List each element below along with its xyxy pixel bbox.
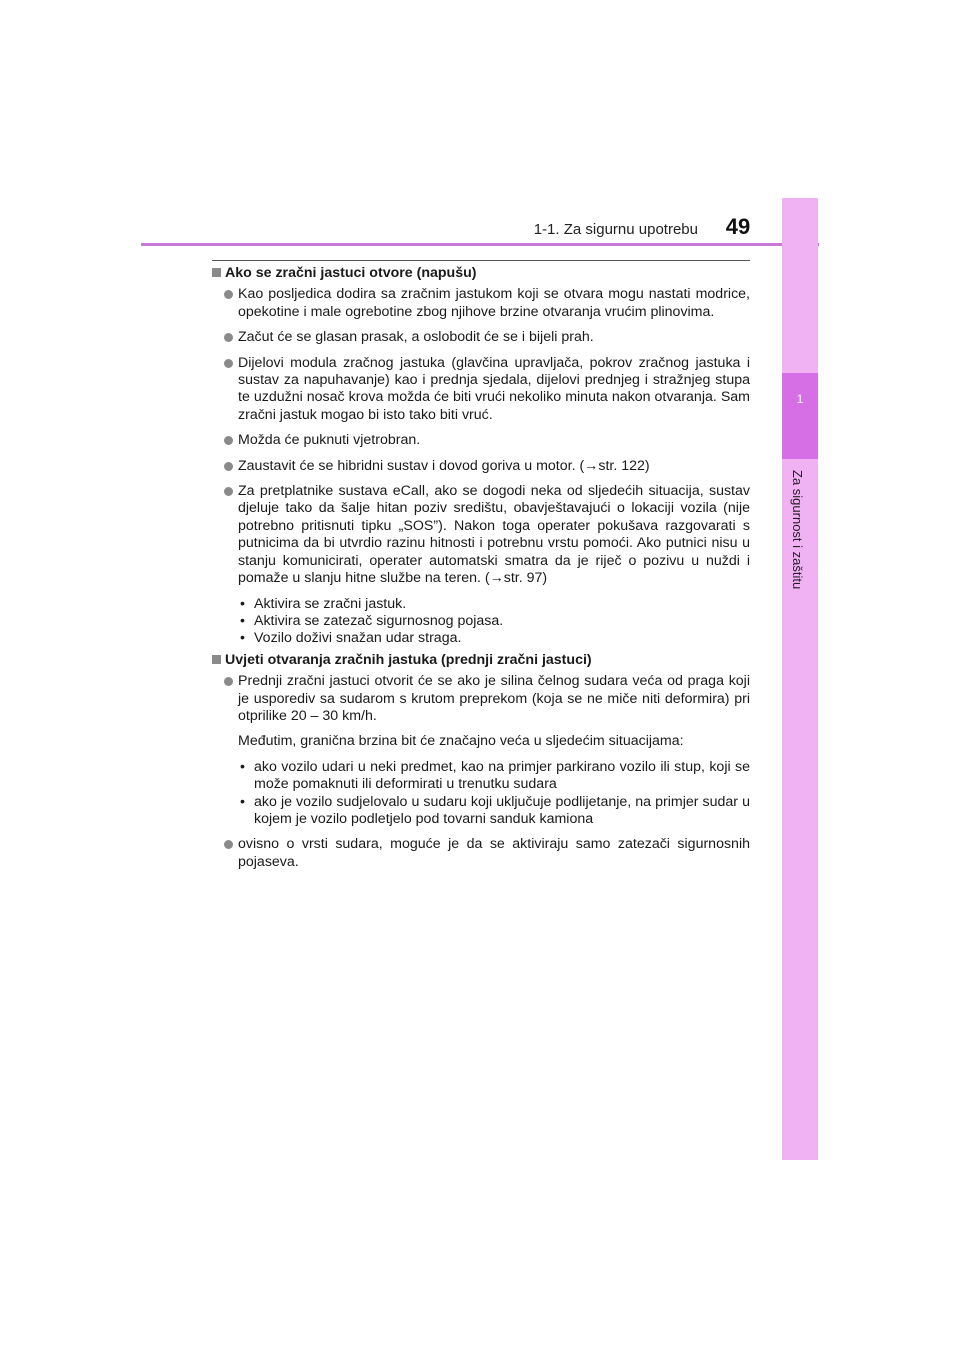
square-bullet-icon (212, 268, 221, 277)
sub-list (238, 759, 750, 829)
section-heading: Uvjeti otvaranja zračnih jastuka (prednji zračni jastuci) (212, 652, 750, 669)
list-item: Kao posljedica dodira sa zračnim jastukom koji se otvara mogu nastati modrice, opekotine i male ogrebotine zbog njihove brzine otvaranja vrućim plinovima. (212, 286, 750, 321)
header-divider (141, 243, 819, 246)
sub-list-item: • Aktivira se zračni jastuk. (238, 596, 750, 613)
list-item: Za pretplatnike sustava eCall, ako se dogodi neka od sljedećih situacija, sustav djeluje tako da šalje hitan poziv središtu, obavještavajući o lokaciji vozila (nije potrebno pritisnuti tipku „SOS”). Nakon toga operater pokušava razgovarati s putnicima da bi utvrdio razinu hitnosti i potrebnu vrstu pomoći. Ako putnici nisu u stanju komunicirati, operater automatski smatra da je riječ o pozivu u nuždi i pomaže u slanju hitne službe na teren. (→str. 97) • Aktivira se zračni jastuk. • Aktivira se zatezač sigurnosnog pojasa. • Vozilo doživi snažan udar straga. (212, 483, 750, 648)
round-bullet-icon (224, 677, 233, 686)
sub-list-item: • Aktivira se zatezač sigurnosnog pojasa. (238, 613, 750, 630)
list-item: Začut će se glasan prasak, a oslobodit će se i bijeli prah. (212, 329, 750, 346)
header-section-title: 1-1. Za sigurnu upotrebu (533, 221, 698, 238)
chapter-tab-strip (782, 198, 818, 1160)
page-content (212, 265, 750, 879)
list-item: Dijelovi modula zračnog jastuka (glavčina upravljača, pokrov zračnog jastuka i sustav za napuhavanje) kao i prednja sjedala, dijelovi prednjeg i stražnjeg stupa te uzdužni nosač krova možda će biti vrući nekoliko minuta nakon otvaranja. Sam zračni jastuk mogao bi isto tako biti vruć. (212, 355, 750, 425)
sub-list-item: • ako vozilo udari u neki predmet, kao na primjer parkirano vozilo ili stup, koji se može pomaknuti ili deformirati u trenutku sudara (238, 759, 750, 794)
round-bullet-icon (224, 840, 233, 849)
page-number: 49 (725, 214, 751, 239)
round-bullet-icon (224, 333, 233, 342)
chapter-title: Za sigurnost i zaštitu (790, 470, 805, 590)
sub-list-item: • ako je vozilo sudjelovalo u sudaru koji uključuje podlijetanje, na primjer sudar u kojem je vozilo podletjelo pod tovarni sanduk kamiona (238, 794, 750, 829)
round-bullet-icon (224, 290, 233, 299)
round-bullet-icon (224, 487, 233, 496)
list-item: ovisno o vrsti sudara, moguće je da se aktiviraju samo zatezači sigurnosnih pojaseva. (212, 836, 750, 871)
square-bullet-icon (212, 655, 221, 664)
sub-list-item: • Vozilo doživi snažan udar straga. (238, 630, 750, 647)
chapter-number: 1 (796, 392, 804, 406)
round-bullet-icon (224, 359, 233, 368)
sub-list (238, 596, 750, 648)
list-item: Zaustavit će se hibridni sustav i dovod goriva u motor. (→str. 122) (212, 458, 750, 475)
round-bullet-icon (224, 462, 233, 471)
chapter-tab-active (782, 373, 818, 459)
content-divider (212, 260, 750, 261)
list-item: Možda će puknuti vjetrobran. (212, 432, 750, 449)
section-heading: Ako se zračni jastuci otvore (napušu) (212, 265, 750, 282)
round-bullet-icon (224, 436, 233, 445)
list-item: Prednji zračni jastuci otvorit će se ako je silina čelnog sudara veća od praga koji je usporediv sa sudarom s krutom preprekom (koja se ne miče niti deformira) pri otprilike 20 – 30 km/h. Međutim, granična brzina bit će značajno veća u sljedećim situacijama: • ako vozilo udari u neki predmet, kao na primjer parkirano vozilo ili stup, koji se može pomaknuti ili deformirati u trenutku sudara • ako je vozilo sudjelovalo u sudaru koji uključuje podlijetanje, na primjer sudar u kojem je vozilo podletjelo pod tovarni sanduk kamiona (212, 673, 750, 828)
